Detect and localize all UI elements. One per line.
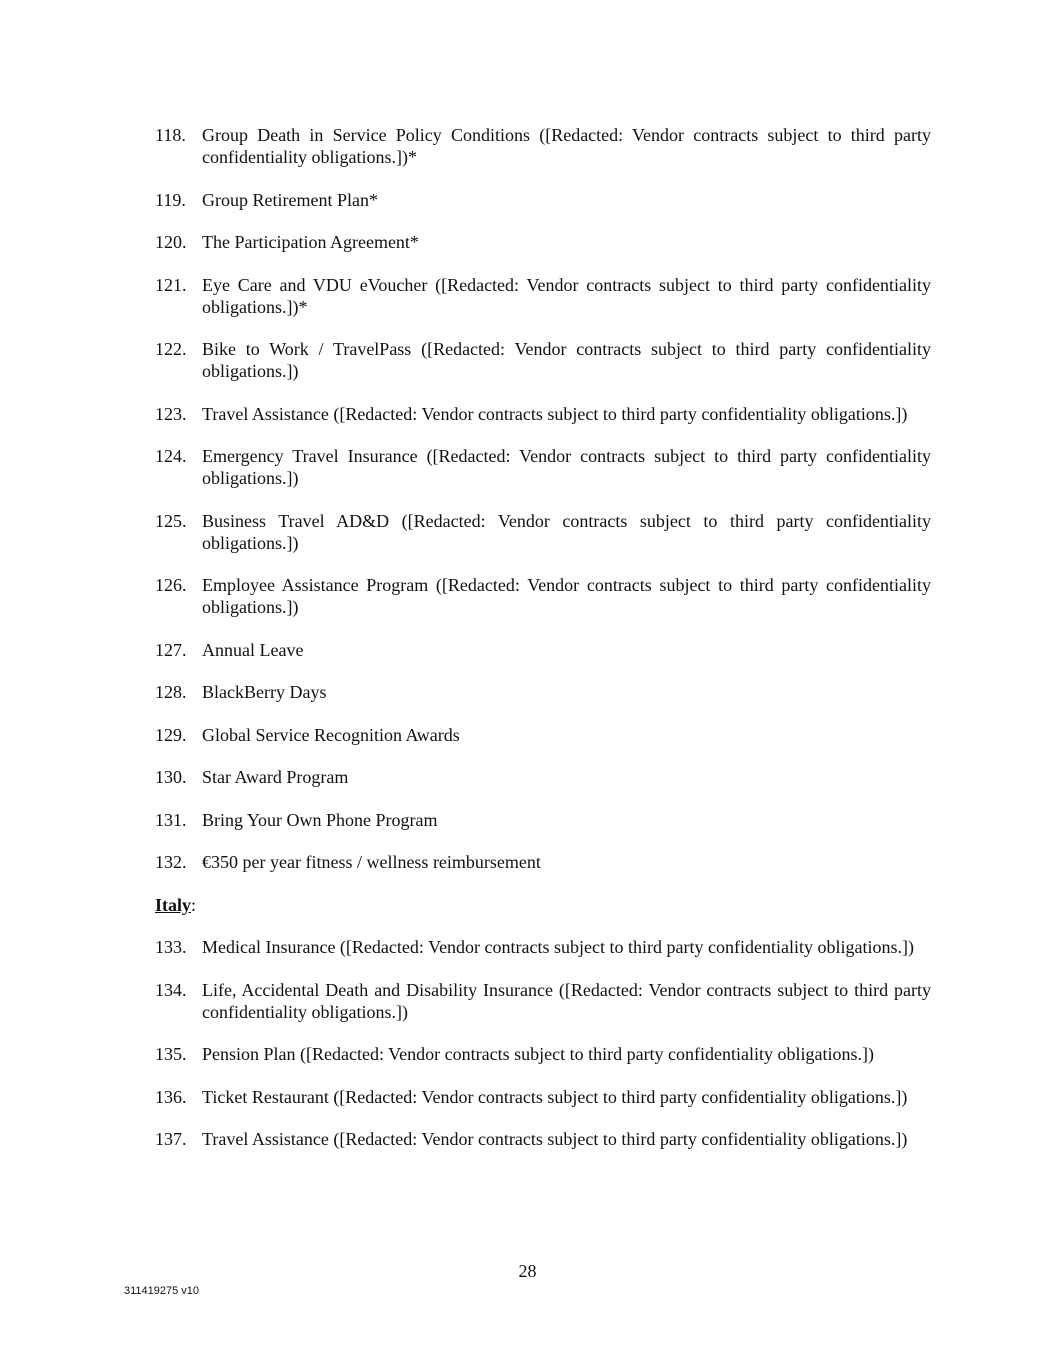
item-text: Life, Accidental Death and Disability Insurance ([Redacted: Vendor contracts subject to third party confidentiality obligations.])	[202, 979, 931, 1022]
item-text: BlackBerry Days	[202, 682, 327, 702]
item-number: 128.	[155, 682, 187, 702]
item-text: Star Award Program	[202, 767, 349, 787]
item-text: Business Travel AD&D ([Redacted: Vendor contracts subject to third party confidentiality obligations.])	[202, 510, 931, 553]
list-item	[155, 639, 931, 661]
item-text: Pension Plan ([Redacted: Vendor contracts subject to third party confidentiality obligations.])	[202, 1044, 875, 1064]
list-item	[155, 936, 931, 958]
list-item	[155, 231, 931, 253]
item-text: Group Death in Service Policy Conditions ([Redacted: Vendor contracts subject to third party confidentiality obligations.])*	[202, 125, 931, 167]
item-number: 127.	[155, 639, 187, 660]
page-number: 28	[518, 1261, 537, 1281]
item-number: 120.	[155, 232, 187, 252]
list-item	[155, 1086, 931, 1108]
benefits-list	[155, 124, 931, 1171]
item-text: Group Retirement Plan*	[202, 189, 378, 210]
list-item	[155, 766, 931, 788]
item-number: 132.	[155, 852, 187, 872]
item-number: 131.	[155, 809, 187, 830]
list-item	[155, 403, 931, 425]
list-item	[155, 979, 931, 1023]
list-item	[155, 851, 931, 873]
list-item	[155, 445, 931, 489]
item-number: 129.	[155, 724, 187, 745]
list-item	[155, 1128, 931, 1150]
item-number: 135.	[155, 1044, 187, 1064]
item-number: 130.	[155, 767, 187, 787]
item-number: 126.	[155, 575, 187, 595]
item-number: 119.	[155, 189, 186, 210]
item-number: 137.	[155, 1129, 187, 1149]
item-text: Eye Care and VDU eVoucher ([Redacted: Vendor contracts subject to third party confidentiality obligations.])*	[202, 274, 931, 317]
item-text: Annual Leave	[202, 639, 304, 660]
item-text: Travel Assistance ([Redacted: Vendor contracts subject to third party confidentiality obligations.])	[202, 403, 908, 424]
item-number: 125.	[155, 510, 187, 531]
list-item	[155, 574, 931, 618]
list-item	[155, 338, 931, 382]
item-number: 122.	[155, 339, 187, 359]
list-item	[155, 510, 931, 554]
item-number: 123.	[155, 403, 187, 424]
item-text: Emergency Travel Insurance ([Redacted: Vendor contracts subject to third party confidentiality obligations.])	[202, 446, 931, 488]
item-text: Travel Assistance ([Redacted: Vendor contracts subject to third party confidentiality obligations.])	[202, 1129, 908, 1149]
list-item	[155, 189, 931, 211]
item-text: Ticket Restaurant ([Redacted: Vendor contracts subject to third party confidentiality obligations.])	[202, 1086, 908, 1107]
list-item	[155, 724, 931, 746]
item-text: Medical Insurance ([Redacted: Vendor contracts subject to third party confidentiality obligations.])	[202, 937, 914, 957]
list-item	[155, 681, 931, 703]
section-heading-italy	[155, 894, 931, 916]
section-heading-colon: :	[191, 894, 197, 915]
item-number: 133.	[155, 937, 187, 957]
item-number: 136.	[155, 1086, 187, 1107]
list-item	[155, 1043, 931, 1065]
list-item	[155, 809, 931, 831]
item-text: Bike to Work / TravelPass ([Redacted: Vendor contracts subject to third party confidentiality obligations.])	[202, 339, 931, 381]
document-id: 311419275 v10	[124, 1285, 200, 1297]
item-text: Employee Assistance Program ([Redacted: Vendor contracts subject to third party confidentiality obligations.])	[202, 575, 931, 617]
section-heading-label: Italy	[155, 894, 191, 915]
item-number: 134.	[155, 979, 187, 1000]
item-number: 118.	[155, 125, 186, 145]
item-number: 124.	[155, 446, 187, 466]
item-text: Global Service Recognition Awards	[202, 724, 460, 745]
item-text: Bring Your Own Phone Program	[202, 809, 438, 830]
item-text: €350 per year fitness / wellness reimbursement	[202, 852, 541, 872]
item-number: 121.	[155, 274, 187, 295]
item-text: The Participation Agreement*	[202, 232, 419, 252]
list-item	[155, 274, 931, 318]
list-item	[155, 124, 931, 168]
